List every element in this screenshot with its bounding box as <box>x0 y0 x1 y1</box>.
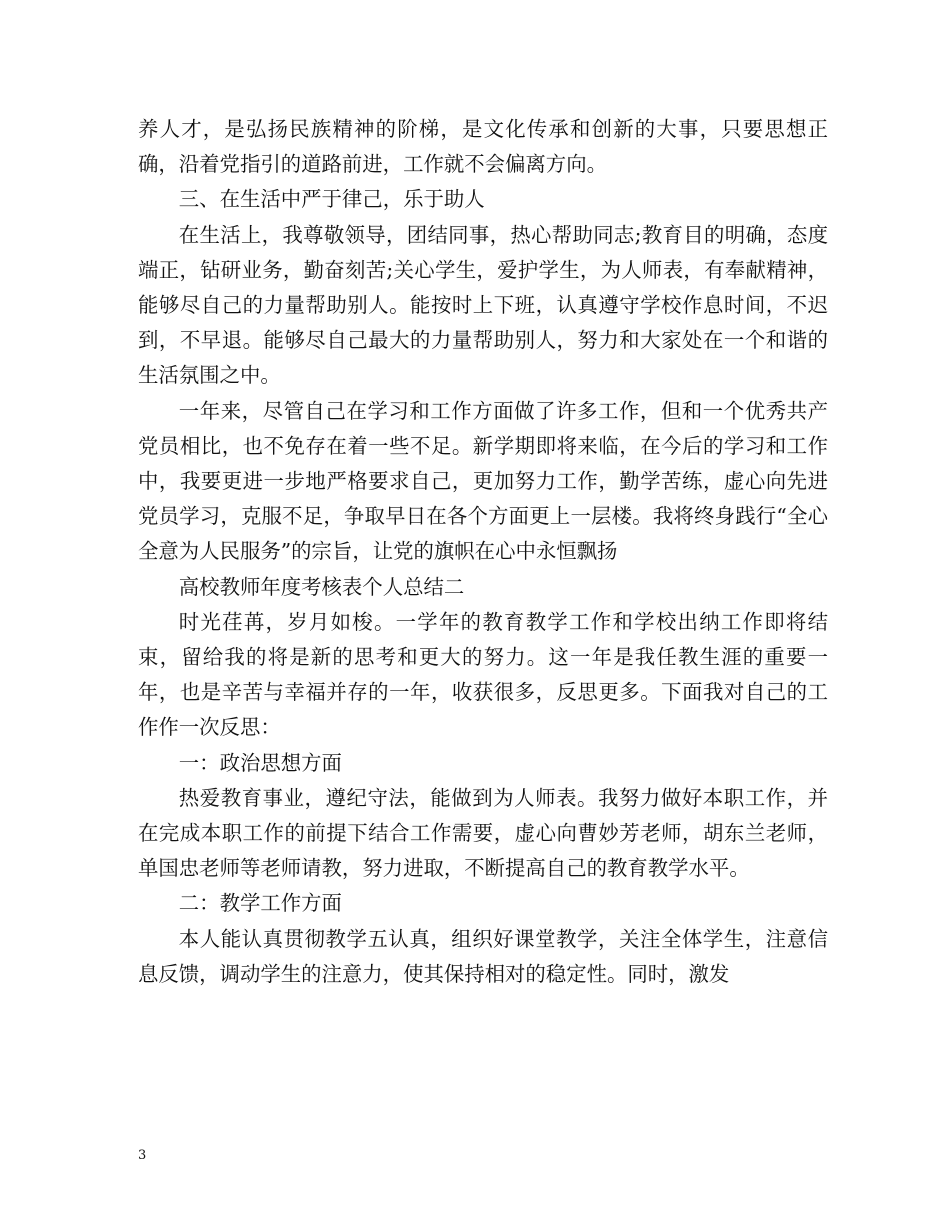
paragraph-year-review: 一年来，尽管自己在学习和工作方面做了许多工作，但和一个优秀共产党员相比，也不免存在着一些不足。新学期即将来临，在今后的学习和工作中，我要更进一步地严格要求自己，更加努力工作，勤学苦练，虚心向先进党员学习，克服不足，争取早日在各个方面更上一层楼。我将终身践行“全心全意为人民服务”的宗旨，让党的旗帜在心中永恒飘扬 <box>138 398 828 564</box>
document-body <box>138 112 828 992</box>
paragraph-life: 在生活上，我尊敬领导，团结同事，热心帮助同志;教育目的明确，态度端正，钻研业务，勤奋刻苦;关心学生，爱护学生，为人师表，有奉献精神，能够尽自己的力量帮助别人。能按时上下班，认真遵守学校作息时间，不迟到，不早退。能够尽自己最大的力量帮助别人，努力和大家处在一个和谐的生活氛围之中。 <box>138 222 828 388</box>
section-heading-teaching: 二：教学工作方面 <box>178 891 342 916</box>
section-heading-life: 三、在生活中严于律己，乐于助人 <box>178 187 485 212</box>
section-heading-politics: 一：政治思想方面 <box>178 750 342 775</box>
paragraph-politics: 热爱教育事业，遵纪守法，能做到为人师表。我努力做好本职工作，并在完成本职工作的前提下结合工作需要，虚心向曹妙芳老师，胡东兰老师，单国忠老师等老师请教，努力进取，不断提高自己的教育教学水平。 <box>138 785 828 881</box>
paragraph-teaching: 本人能认真贯彻教学五认真，组织好课堂教学，关注全体学生，注意信息反馈，调动学生的注意力，使其保持相对的稳定性。同时，激发 <box>138 926 828 986</box>
paragraph-continued: 养人才，是弘扬民族精神的阶梯，是文化传承和创新的大事，只要思想正确，沿着党指引的道路前进，工作就不会偏离方向。 <box>138 117 828 177</box>
paragraph-intro: 时光荏苒，岁月如梭。一学年的教育教学工作和学校出纳工作即将结束，留给我的将是新的思考和更大的努力。这一年是我任教生涯的重要一年，也是辛苦与幸福并存的一年，收获很多，反思更多。下面我对自己的工作作一次反思： <box>138 609 828 740</box>
document-subtitle: 高校教师年度考核表个人总结二 <box>178 574 465 599</box>
page-number: 3 <box>138 1148 147 1163</box>
